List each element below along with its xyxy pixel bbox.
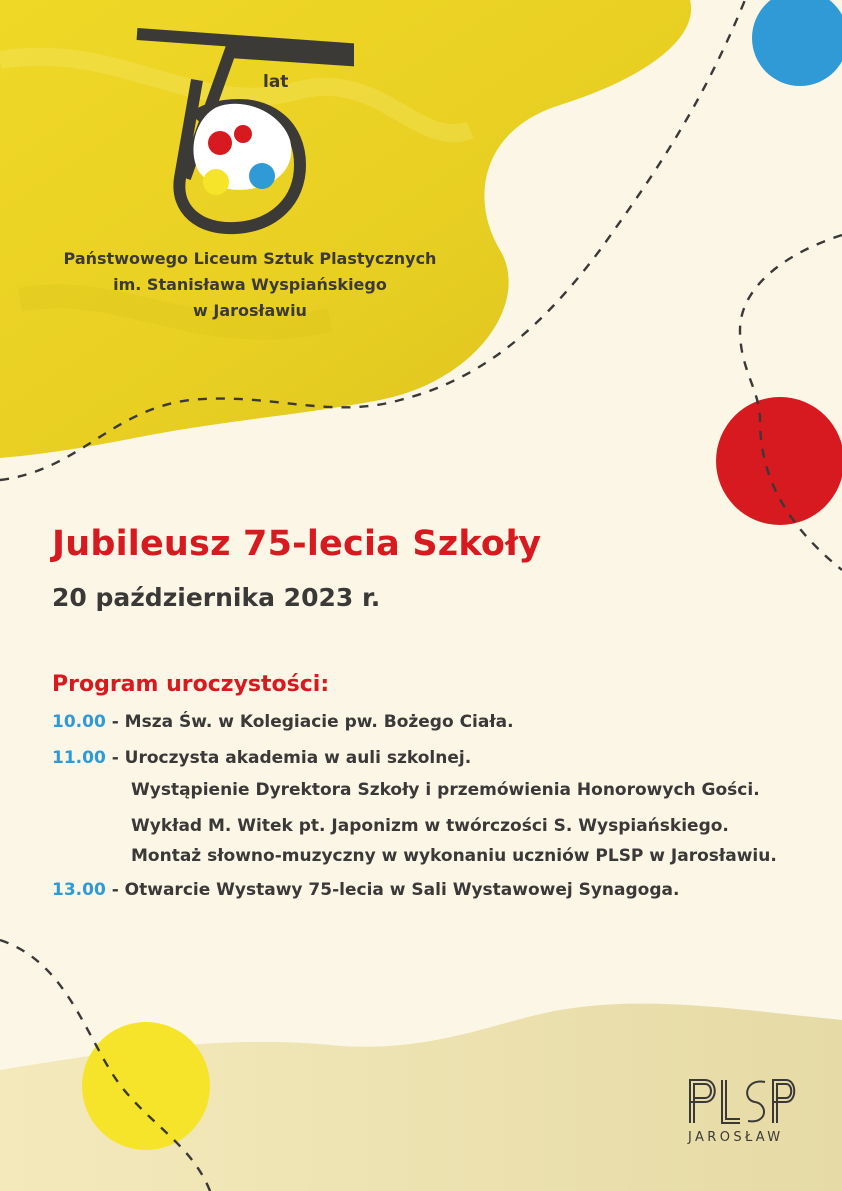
program-time: 13.00 [52,880,106,900]
program-text: - Msza Św. w Kolegiacie pw. Bożego Ciała. [105,712,514,732]
program-time: 10.00 [52,712,106,732]
blue-circle [752,0,842,86]
yellow-circle [82,1022,210,1150]
program-item-continuation: Wykład M. Witek pt. Japonizm w twórczości S. Wyspiańskiego. [131,816,729,836]
event-title: Jubileusz 75-lecia Szkoły [52,524,542,564]
program-time: 11.00 [52,748,106,768]
event-date: 20 października 2023 r. [52,583,381,612]
school-name-line-2: im. Stanisława Wyspiańskiego [113,275,387,294]
program-text: - Otwarcie Wystawy 75-lecia w Sali Wystawowej Synagoga. [105,880,680,900]
program-text: - Uroczysta akademia w auli szkolnej. [105,748,472,768]
red-circle [716,397,842,525]
program-item-continuation: Wystąpienie Dyrektora Szkoły i przemówienia Honorowych Gości. [131,780,760,800]
program-item [52,712,514,732]
school-name-line-1: Państwowego Liceum Sztuk Plastycznych [63,249,437,268]
school-name [40,246,460,324]
school-name-line-3: w Jarosławiu [193,301,307,320]
program-item-continuation: Montaż słowno-muzyczny w wykonaniu uczniów PLSP w Jarosławiu. [131,846,777,866]
program-heading: Program uroczystości: [52,672,330,697]
logo-years-label: lat [263,72,289,92]
program-item [52,748,471,768]
program-item [52,880,679,900]
brand-city: JAROSŁAW [688,1130,784,1145]
